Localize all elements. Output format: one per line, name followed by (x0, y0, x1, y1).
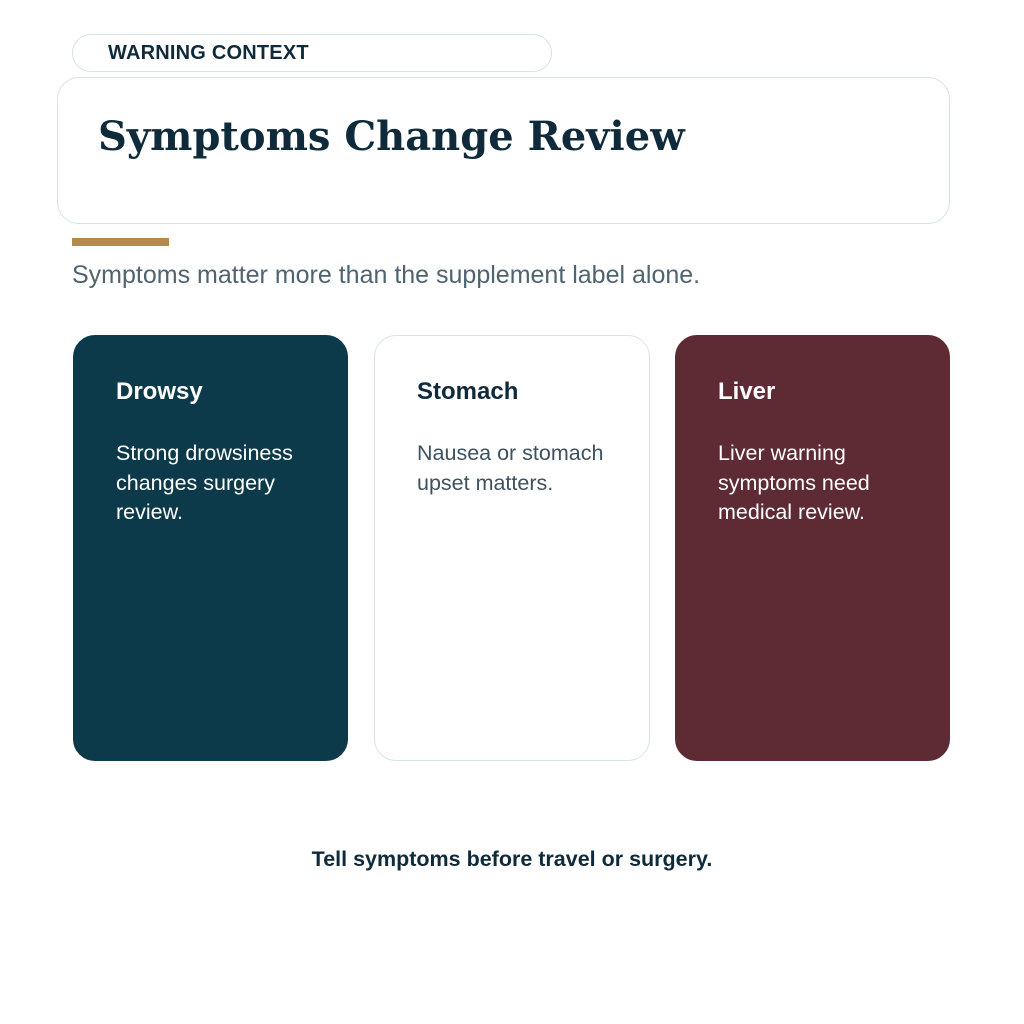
title-card (57, 77, 950, 224)
warning-context-label: WARNING CONTEXT (108, 41, 309, 64)
accent-divider (72, 238, 169, 246)
symptom-card-stomach (374, 335, 650, 761)
warning-context-badge (72, 34, 552, 72)
page-subtitle: Symptoms matter more than the supplement label alone. (72, 261, 701, 289)
symptom-card-drowsy (73, 335, 348, 761)
card-body: Nausea or stomach upset matters. (417, 441, 604, 495)
card-heading: Liver (718, 378, 776, 405)
card-body: Liver warning symptoms need medical review. (718, 441, 870, 524)
footer-note: Tell symptoms before travel or surgery. (311, 847, 713, 871)
card-heading: Stomach (417, 378, 519, 405)
card-heading: Drowsy (116, 378, 203, 405)
symptom-card-liver (675, 335, 950, 761)
page-title: Symptoms Change Review (98, 113, 685, 160)
card-body: Strong drowsiness changes surgery review. (116, 441, 293, 524)
